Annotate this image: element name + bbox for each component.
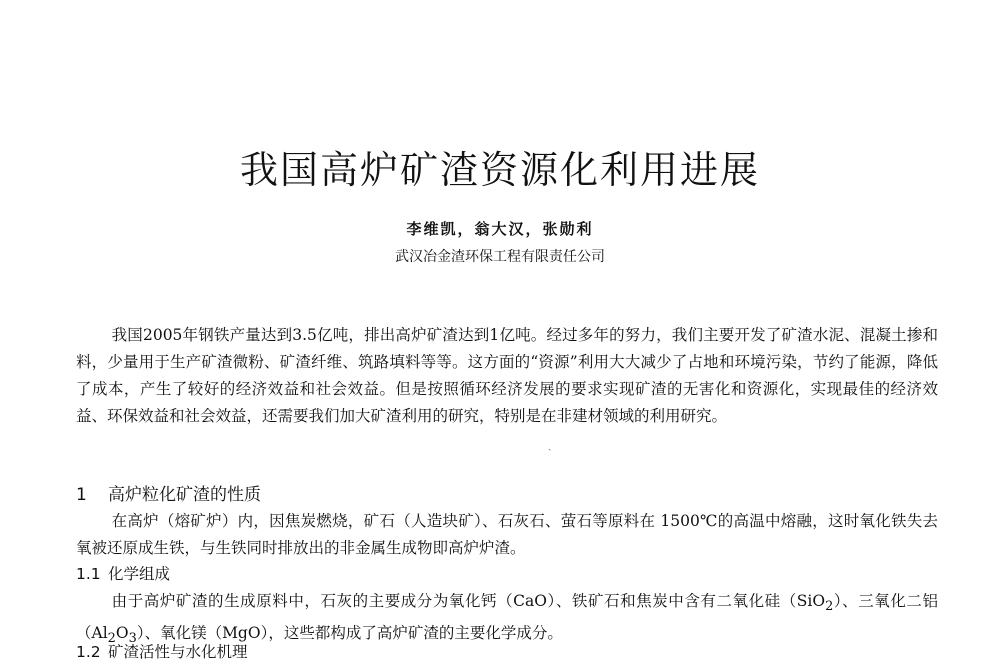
stray-mark: ˏ: [548, 440, 552, 451]
subscript: 3: [128, 631, 137, 647]
affiliation: 武汉冶金渣环保工程有限责任公司: [395, 249, 605, 265]
section-1-number: 1: [76, 485, 87, 505]
section-1-2-heading: [76, 640, 248, 662]
section-1-1-number: 1.1: [76, 565, 101, 583]
paper-title: 我国高炉矿渣资源化利用进展: [239, 148, 760, 193]
subscript: 2: [825, 599, 834, 615]
text-run: 由于高炉矿渣的生成原料中，石灰的主要成分为氧化钙（CaO）、铁矿石和焦炭中含有二氧化硅（SiO: [111, 592, 826, 610]
section-1-heading: [76, 480, 261, 505]
section-1-1-title: 化学组成: [108, 565, 171, 583]
text-run: ）、氧化镁（MgO），这些都构成了高炉矿渣的主要化学成分。: [136, 624, 563, 643]
section-1-2-number: 1.2: [76, 643, 101, 661]
text-run: O: [115, 624, 129, 643]
authors: 李维凯，翁大汉，张勋利: [406, 220, 594, 238]
text-run: ）、三氧化二铝（Al: [76, 592, 938, 643]
section-1-paragraph: 在高炉（熔矿炉）内，因焦炭燃烧，矿石（人造块矿）、石灰石、萤石等原料在 1500℃的高温中熔融，这时氧化铁失去氧被还原成生铁，与生铁同时排放出的非金属生成物即高炉炉渣。: [76, 512, 938, 557]
section-1-1-heading: [76, 562, 170, 584]
section-1-title: 高炉粒化矿渣的性质: [108, 485, 261, 505]
abstract-paragraph: 我国2005年钢铁产量达到3.5亿吨，排出高炉矿渣达到1亿吨。经过多年的努力，我们主要开发了矿渣水泥、混凝土掺和料，少量用于生产矿渣微粉、矿渣纤维、筑路填料等等。这方面的“资源”利用大大减少了占地和环境污染，节约了能源，降低了成本，产生了较好的经济效益和社会效益。但是按照循环经济发展的要求实现矿渣的无害化和资源化，实现最佳的经济效益、环保效益和社会效益，还需要我们加大矿渣利用的研究，特别是在非建材领域的利用研究。: [76, 326, 938, 425]
subscript: 2: [107, 631, 116, 647]
section-1-2-title: 矿渣活性与水化机理: [108, 643, 248, 661]
